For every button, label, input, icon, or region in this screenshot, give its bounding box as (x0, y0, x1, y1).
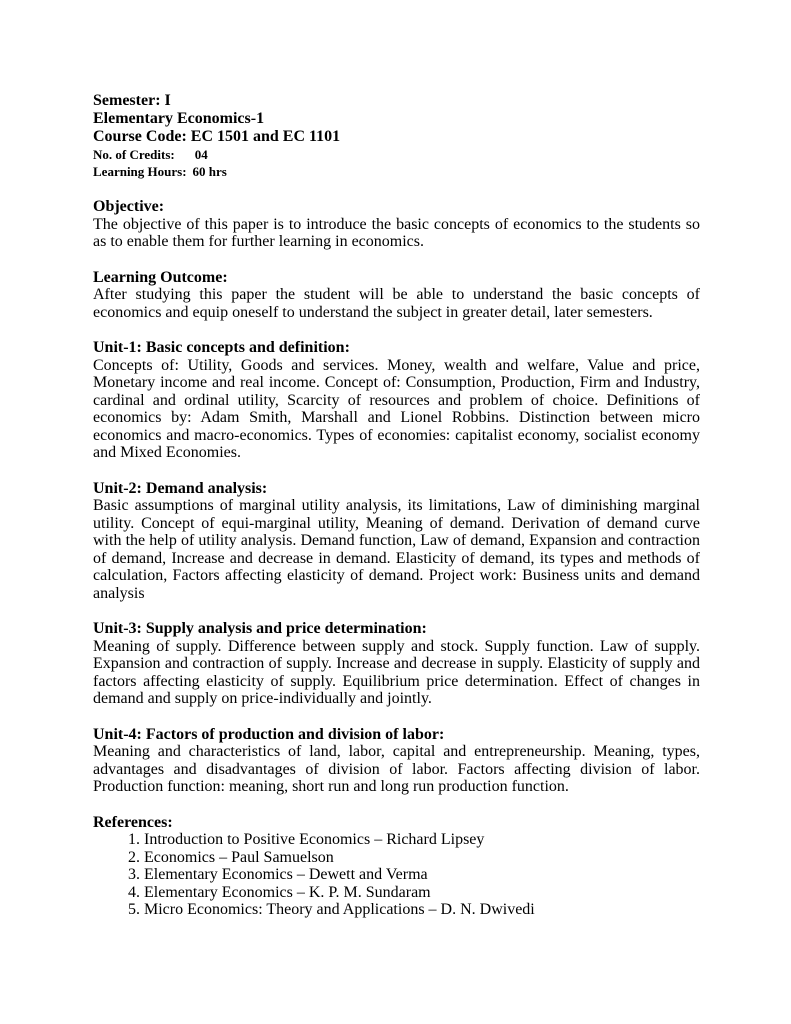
objective-title: Objective: (93, 198, 165, 215)
hours-line (93, 163, 700, 180)
hours-label: Learning Hours: (93, 164, 187, 179)
unit-3-section (93, 620, 700, 708)
credits-line (93, 146, 700, 163)
unit-3-text: Meaning of supply. Difference between supply and stock. Supply function. Law of supply. Expansion and contraction of supply. Increase and decrease in supply. Elasticity of supply and factors affecting elasticity of supply. Equilibrium price determination. Effect of changes in demand and supply on price-individually and jointly. (93, 637, 700, 707)
unit-4-section (93, 726, 700, 796)
learning-outcome-section (93, 269, 700, 322)
objective-section (93, 198, 700, 251)
credits-label: No. of Credits: (93, 147, 175, 162)
reference-item: 3. Elementary Economics – Dewett and Verma (128, 866, 428, 883)
hours-value: 60 hrs (192, 164, 227, 179)
unit-2-title: Unit-2: Demand analysis: (93, 479, 268, 497)
references-list (93, 831, 700, 919)
unit-1-text: Concepts of: Utility, Goods and services. Money, wealth and welfare, Value and price, Monetary income and real income. Concept of: Consumption, Production, Firm and Industry, cardinal and ordinal utility, Scarcity of resources and problem of choice. Definitions of economics by: Adam Smith, Marshall and Lionel Robbins. Distinction between micro economics and macro-economics. Types of economies: capitalist economy, socialist economy and Mixed Economies. (93, 356, 700, 461)
course-code: Course Code: EC 1501 and EC 1101 (93, 128, 341, 145)
course-header (93, 92, 700, 180)
learning-outcome-text: After studying this paper the student will be able to understand the basic concepts of economics and equip oneself to understand the subject in greater detail, later semesters. (93, 286, 700, 321)
reference-item: 1. Introduction to Positive Economics – Richard Lipsey (128, 831, 485, 848)
references-title: References: (93, 813, 173, 831)
unit-4-text: Meaning and characteristics of land, labor, capital and entrepreneurship. Meaning, types, advantages and disadvantages of division of labor. Factors affecting division of labor. Production function: meaning, short run and long run production function. (93, 743, 700, 795)
unit-4-title: Unit-4: Factors of production and division of labor: (93, 725, 445, 743)
learning-outcome-title: Learning Outcome: (93, 268, 228, 286)
semester-label: Semester: I (93, 92, 171, 109)
unit-1-section (93, 339, 700, 462)
unit-2-text: Basic assumptions of marginal utility analysis, its limitations, Law of diminishing marginal utility. Concept of equi-marginal utility, Meaning of demand. Derivation of demand curve with the help of utility analysis. Demand function, Law of demand, Expansion and contraction of demand, Increase and decrease in demand. Elasticity of demand, its types and methods of calculation, Factors affecting elasticity of demand. Project work: Business units and demand analysis (93, 497, 700, 602)
unit-3-title: Unit-3: Supply analysis and price determination: (93, 620, 427, 637)
reference-item: 5. Micro Economics: Theory and Applications – D. N. Dwivedi (128, 901, 535, 918)
syllabus-page (93, 92, 700, 919)
references-section (93, 814, 700, 919)
unit-2-section (93, 480, 700, 603)
reference-item: 4. Elementary Economics – K. P. M. Sundaram (128, 883, 431, 901)
credits-value: 04 (194, 147, 208, 162)
objective-text: The objective of this paper is to introduce the basic concepts of economics to the students so as to enable them for further learning in economics. (93, 215, 700, 250)
unit-1-title: Unit-1: Basic concepts and definition: (93, 339, 350, 356)
reference-item: 2. Economics – Paul Samuelson (128, 848, 334, 866)
course-title: Elementary Economics-1 (93, 110, 265, 127)
